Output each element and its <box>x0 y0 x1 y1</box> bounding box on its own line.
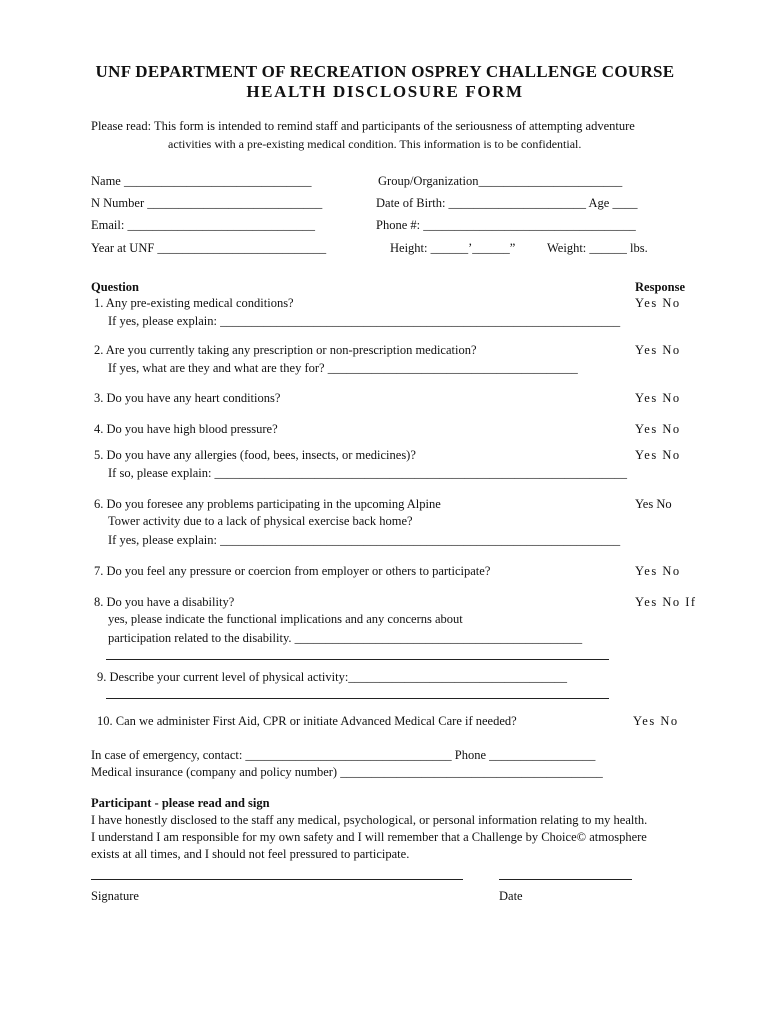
response-1[interactable]: Yes No <box>635 296 681 310</box>
response-2[interactable]: Yes No <box>635 343 681 357</box>
emergency-contact-field[interactable]: In case of emergency, contact: _________________________________ Phone _________________ <box>91 748 596 762</box>
response-8[interactable]: Yes No If <box>635 595 697 609</box>
form-title-line1: UNF DEPARTMENT OF RECREATION OSPREY CHALLENGE COURSE <box>95 62 675 81</box>
response-3[interactable]: Yes No <box>635 391 681 405</box>
question-5-explain[interactable]: If so, please explain: __________________________________________________________________ <box>108 466 628 480</box>
question-8-extra-line[interactable] <box>106 659 609 660</box>
question-3: 3. Do you have any heart conditions? <box>94 391 281 405</box>
height-field[interactable]: Height: ______’______” <box>390 241 516 255</box>
n-number-field[interactable]: N Number ____________________________ <box>91 196 323 210</box>
question-6-line2: Tower activity due to a lack of physical exercise back home? <box>108 514 413 528</box>
question-7: 7. Do you feel any pressure or coercion from employer or others to participate? <box>94 564 491 578</box>
question-1-explain[interactable]: If yes, please explain: ________________________________________________________________ <box>108 314 621 328</box>
question-header: Question <box>91 280 139 294</box>
question-6: 6. Do you foresee any problems participating in the upcoming Alpine <box>94 497 441 511</box>
question-8-line2: yes, please indicate the functional implications and any concerns about <box>108 612 463 626</box>
insurance-field[interactable]: Medical insurance (company and policy number) __________________________________________ <box>91 765 603 779</box>
question-8: 8. Do you have a disability? <box>94 595 235 609</box>
signature-line[interactable] <box>91 879 463 880</box>
participant-heading: Participant - please read and sign <box>91 796 270 810</box>
participant-statement-line1: I have honestly disclosed to the staff any medical, psychological, or personal information relating to my health. <box>91 813 648 827</box>
question-9-extra-line[interactable] <box>106 698 609 699</box>
date-line[interactable] <box>499 879 632 880</box>
participant-statement-line2: I understand I am responsible for my own safety and I will remember that a Challenge by Choice© atmosphere <box>91 830 647 844</box>
weight-field[interactable]: Weight: ______ lbs. <box>547 241 648 255</box>
year-field[interactable]: Year at UNF ___________________________ <box>91 241 327 255</box>
group-field[interactable]: Group/Organization_______________________ <box>378 174 623 188</box>
participant-statement-line3: exists at all times, and I should not feel pressured to participate. <box>91 847 410 861</box>
intro-text-line2: activities with a pre-existing medical condition. This information is to be confidential. <box>168 137 582 151</box>
response-header: Response <box>635 280 686 294</box>
question-6-explain[interactable]: If yes, please explain: ________________________________________________________________ <box>108 533 621 547</box>
response-6[interactable]: Yes No <box>635 497 672 511</box>
name-field[interactable]: Name ______________________________ <box>91 174 312 188</box>
dob-age-field[interactable]: Date of Birth: ______________________ Age ____ <box>376 196 638 210</box>
question-2: 2. Are you currently taking any prescription or non-prescription medication? <box>94 343 477 357</box>
question-2-explain[interactable]: If yes, what are they and what are they for? ________________________________________ <box>108 361 578 375</box>
response-5[interactable]: Yes No <box>635 448 681 462</box>
form-title-line2: HEALTH DISCLOSURE FORM <box>246 82 524 101</box>
date-label: Date <box>499 889 523 903</box>
question-8-explain[interactable]: participation related to the disability. ______________________________________________ <box>108 631 583 645</box>
response-10[interactable]: Yes No <box>633 714 679 728</box>
response-7[interactable]: Yes No <box>635 564 681 578</box>
phone-field[interactable]: Phone #: __________________________________ <box>376 218 636 232</box>
question-1: 1. Any pre-existing medical conditions? <box>94 296 294 310</box>
question-5: 5. Do you have any allergies (food, bees, insects, or medicines)? <box>94 448 416 462</box>
question-10: 10. Can we administer First Aid, CPR or initiate Advanced Medical Care if needed? <box>97 714 517 728</box>
email-field[interactable]: Email: ______________________________ <box>91 218 315 232</box>
intro-text-line1: Please read: This form is intended to remind staff and participants of the seriousness of attempting adventure <box>91 119 635 133</box>
question-4: 4. Do you have high blood pressure? <box>94 422 278 436</box>
question-9[interactable]: 9. Describe your current level of physical activity:___________________________________ <box>97 670 568 684</box>
signature-label: Signature <box>91 889 139 903</box>
response-4[interactable]: Yes No <box>635 422 681 436</box>
